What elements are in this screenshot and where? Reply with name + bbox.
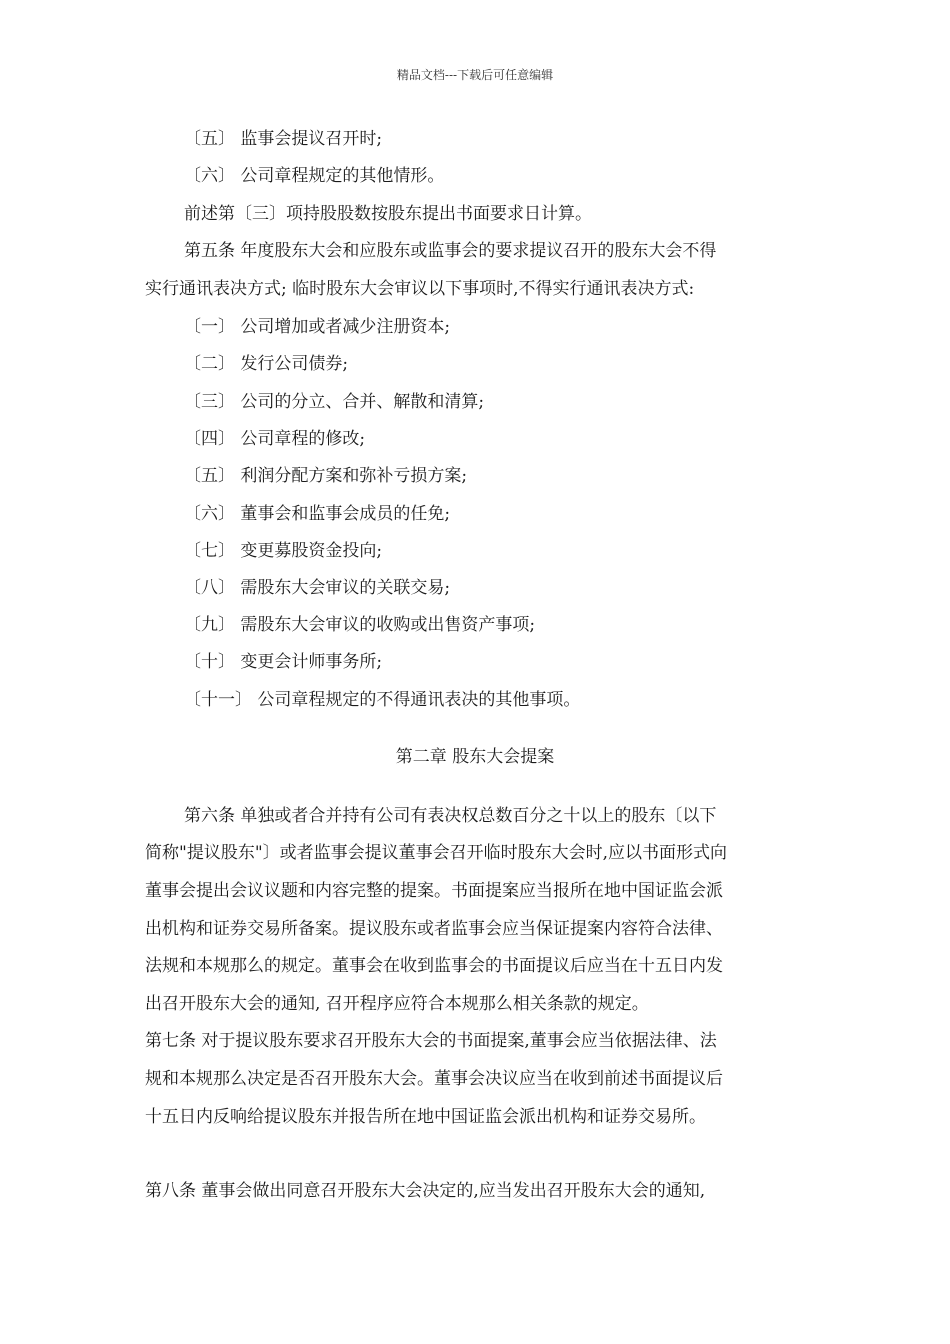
list-item: 〔七〕 变更募股资金投向;	[184, 541, 383, 561]
article-5-line: 第五条 年度股东大会和应股东或监事会的要求提议召开的股东大会不得	[184, 241, 717, 261]
article-6-line: 第六条 单独或者合并持有公司有表决权总数百分之十以上的股东〔以下	[184, 806, 717, 826]
list-item: 〔五〕 利润分配方案和弥补亏损方案;	[184, 466, 468, 486]
list-item: 〔六〕 公司章程规定的其他情形。	[184, 166, 445, 186]
list-item: 〔一〕 公司增加或者减少注册资本;	[184, 317, 451, 337]
list-item: 〔八〕 需股东大会审议的关联交易;	[184, 578, 451, 598]
article-8-line: 第八条 董事会做出同意召开股东大会决定的,应当发出召开股东大会的通知,	[145, 1181, 706, 1201]
list-item: 〔六〕 董事会和监事会成员的任免;	[184, 504, 451, 524]
paragraph-line: 规和本规那么决定是否召开股东大会。董事会决议应当在收到前述书面提议后	[145, 1069, 723, 1089]
paragraph-line: 实行通讯表决方式; 临时股东大会审议以下事项时,不得实行通讯表决方式:	[145, 279, 695, 299]
list-item: 〔二〕 发行公司债券;	[184, 354, 349, 374]
paragraph-line: 董事会提出会议议题和内容完整的提案。书面提案应当报所在地中国证监会派	[145, 881, 723, 901]
list-item: 〔三〕 公司的分立、合并、解散和清算;	[184, 392, 485, 412]
list-item: 〔十一〕 公司章程规定的不得通讯表决的其他事项。	[184, 690, 581, 710]
paragraph-line: 简称"提议股东"〕或者监事会提议董事会召开临时股东大会时,应以书面形式向	[145, 843, 728, 863]
paragraph-line: 出机构和证券交易所备案。提议股东或者监事会应当保证提案内容符合法律、	[145, 919, 723, 939]
page-header: 精品文档---下载后可任意编辑	[396, 68, 554, 82]
paragraph-line: 法规和本规那么的规定。董事会在收到监事会的书面提议后应当在十五日内发	[145, 956, 723, 976]
paragraph-line: 出召开股东大会的通知, 召开程序应符合本规那么相关条款的规定。	[145, 994, 649, 1014]
chapter-heading: 第二章 股东大会提案	[395, 747, 555, 767]
list-item: 〔十〕 变更会计师事务所;	[184, 652, 383, 672]
paragraph-line: 前述第〔三〕项持股股数按股东提出书面要求日计算。	[184, 204, 592, 224]
list-item: 〔九〕 需股东大会审议的收购或出售资产事项;	[184, 615, 536, 635]
article-7-line: 第七条 对于提议股东要求召开股东大会的书面提案,董事会应当依据法律、法	[145, 1031, 717, 1051]
list-item: 〔四〕 公司章程的修改;	[184, 429, 366, 449]
paragraph-line: 十五日内反响给提议股东并报告所在地中国证监会派出机构和证券交易所。	[145, 1107, 706, 1127]
list-item: 〔五〕 监事会提议召开时;	[184, 129, 383, 149]
